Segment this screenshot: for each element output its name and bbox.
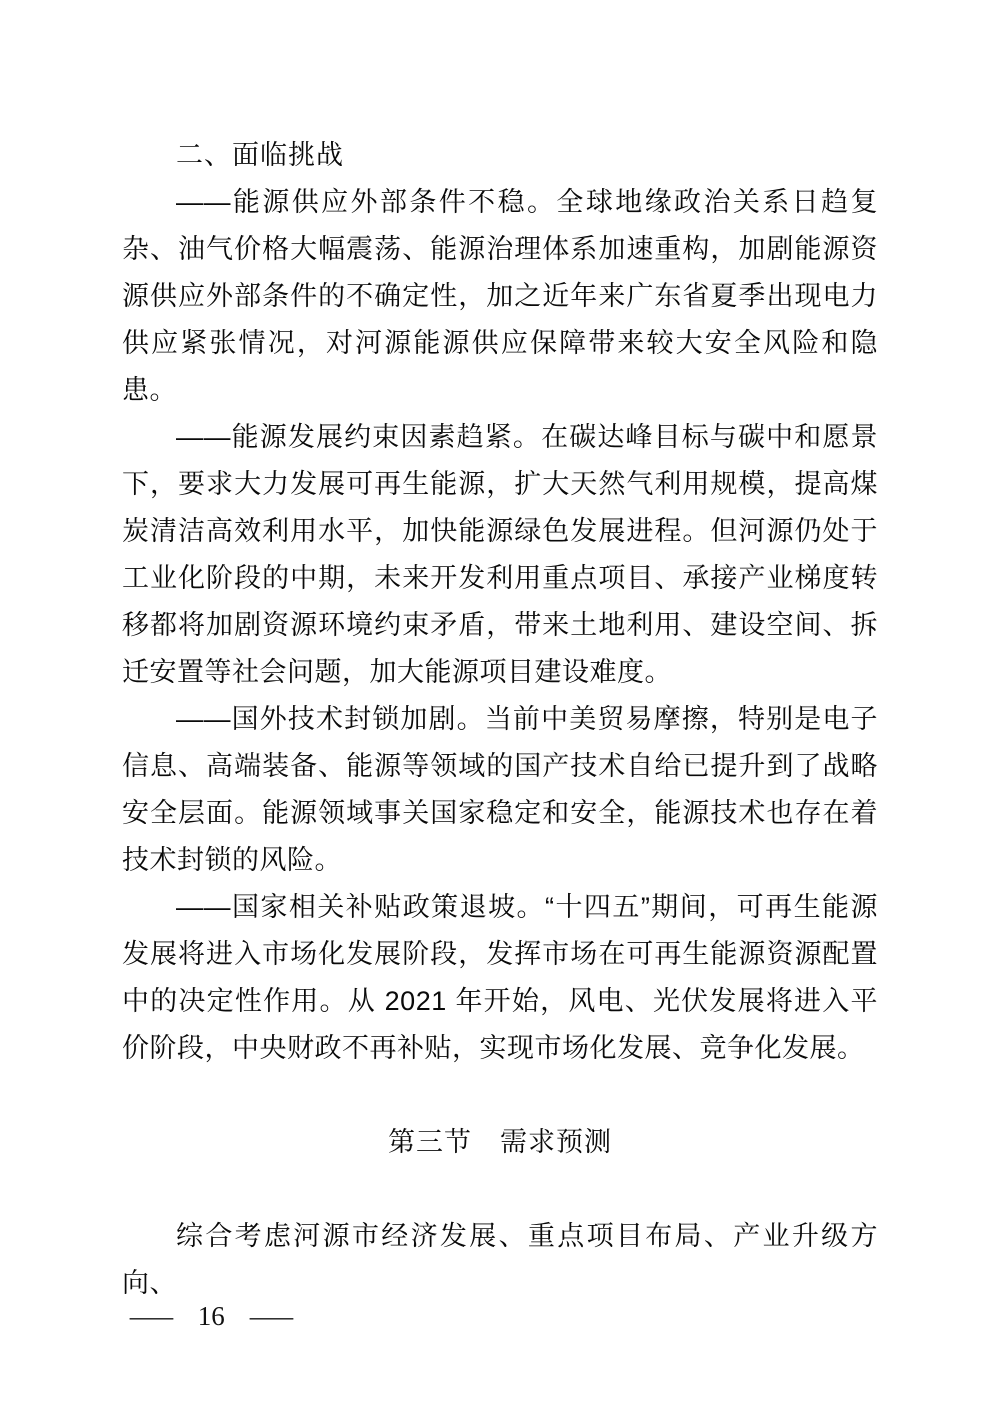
footer-left-dash: — xyxy=(129,1301,174,1331)
paragraph-technology-blockade: ——国外技术封锁加剧。当前中美贸易摩擦，特别是电子信息、高端装备、能源等领域的国产技术自给已提升到了战略安全层面。能源领域事关国家稳定和安全，能源技术也存在着技术封锁的风险。 xyxy=(122,704,878,875)
footer-right-dash: — xyxy=(249,1301,293,1331)
page-number: 16 xyxy=(197,1301,225,1331)
page-content xyxy=(122,132,878,1307)
section-title: 第三节 需求预测 xyxy=(388,1127,612,1157)
paragraph-energy-supply: ——能源供应外部条件不稳。全球地缘政治关系日趋复杂、油气价格大幅震荡、能源治理体系加速重构，加剧能源资源供应外部条件的不确定性，加之近年来广东省夏季出现电力供应紧张情况，对河源能源供应保障带来较大安全风险和隐患。 xyxy=(122,187,878,405)
closing-paragraph: 综合考虑河源市经济发展、重点项目布局、产业升级方向、 xyxy=(122,1221,878,1298)
page-footer xyxy=(129,1298,293,1334)
paragraph-development-constraints: ——能源发展约束因素趋紧。在碳达峰目标与碳中和愿景下，要求大力发展可再生能源，扩大天然气利用规模，提高煤炭清洁高效利用水平，加快能源绿色发展进程。但河源仍处于工业化阶段的中期，未来开发利用重点项目、承接产业梯度转移都将加剧资源环境约束矛盾，带来土地利用、建设空间、拆迁安置等社会问题，加大能源项目建设难度。 xyxy=(122,422,878,687)
subsection-heading: 二、面临挑战 xyxy=(176,140,344,170)
paragraph-subsidy-policy: ——国家相关补贴政策退坡。“十四五”期间，可再生能源发展将进入市场化发展阶段，发挥市场在可再生能源资源配置中的决定性作用。从 2021 年开始，风电、光伏发展将进入平价阶段，中央财政不再补贴，实现市场化发展、竞争化发展。 xyxy=(122,892,878,1063)
